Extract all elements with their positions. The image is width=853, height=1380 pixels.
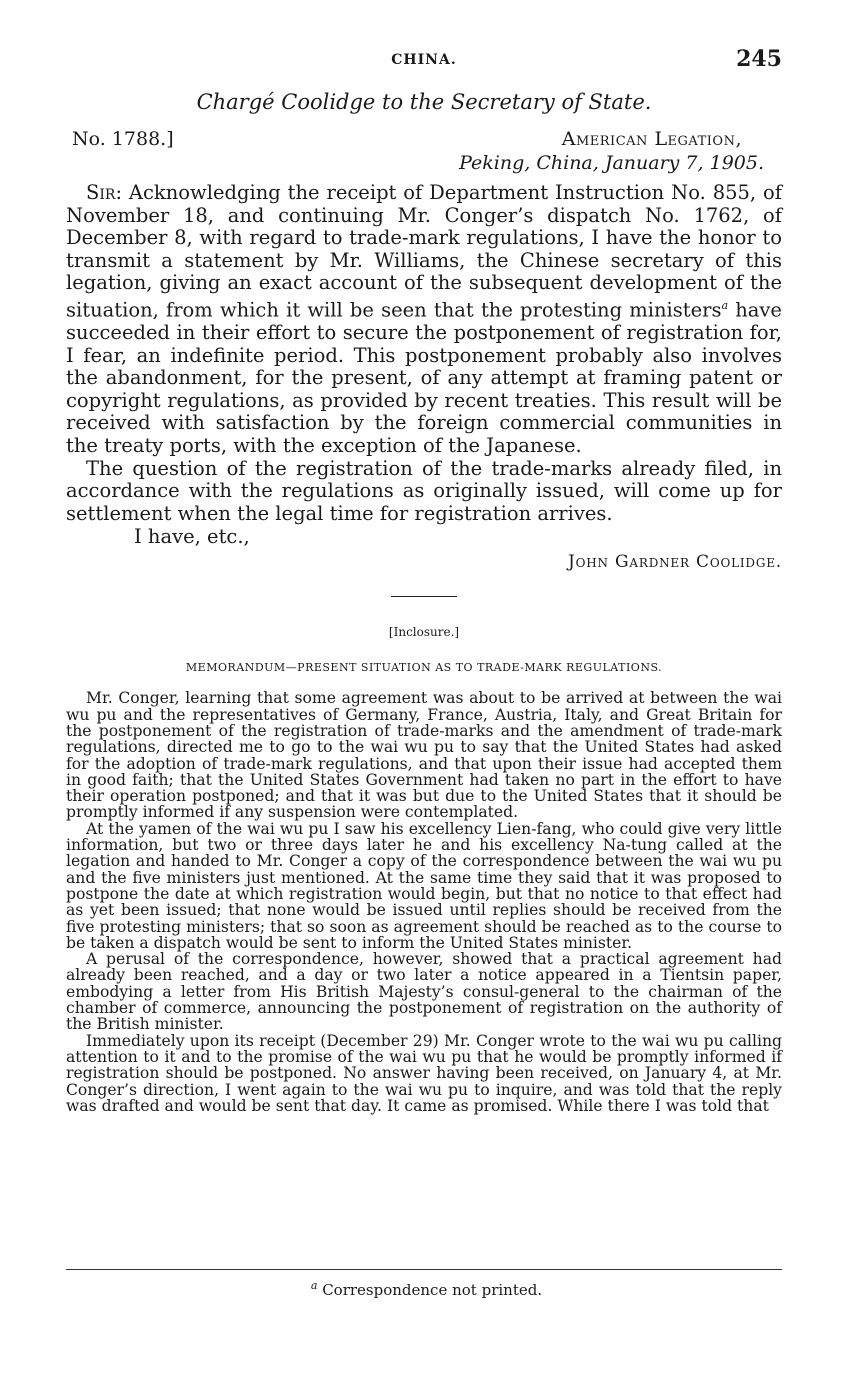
page	[66, 44, 782, 1114]
footnote-marker: a	[310, 1279, 318, 1292]
address-block	[66, 128, 782, 178]
running-head	[66, 44, 782, 78]
letter-text: : Acknowledging the receipt of Department Instruction No. 855, of November 18, and continuing Mr. Conger’s dispatch No. 1762, of December 8, with regard to trade-mark regulations, I have the honor to transmit a statement by Mr. Williams, the Chinese secretary of this legation, giving an exact account of the subsequent development of the situation, from which it will be seen that the protesting ministers	[66, 181, 782, 322]
place-date: Peking, China, January 7, 1905.	[459, 152, 764, 174]
salutation: Sir	[86, 181, 116, 204]
footnote-text: Correspondence not printed.	[317, 1281, 543, 1299]
letter-paragraph	[66, 182, 782, 458]
memo-paragraph: Mr. Conger, learning that some agreement was about to be arrived at between the wai wu pu and the representatives of Germany, France, Austria, Italy, and Great Britain for the postponement of the registration of trade-marks and the amendment of trade-mark regulations, directed me to go to the wai wu pu to say that the United States had asked for the adoption of trade-mark regulations, and that upon their issue had accepted them in good faith; that the United States Government had taken no part in the effort to have their operation postponed; and that it was but due to the United States that it should be promptly informed if any suspension were contemplated.	[66, 689, 782, 822]
closing: I have, etc.,	[134, 525, 250, 549]
letter-paragraph: The question of the registration of the trade-marks already filed, in accordance with the regulations as originally issued, will come up for settlement when the legal time for registration arrives.	[66, 456, 782, 525]
letter-heading: Chargé Coolidge to the Secretary of State.	[196, 90, 652, 114]
footnote-marker: a	[721, 298, 729, 312]
letter-text: have succeeded in their effort to secure the postponement of registration for, I fear, an indefinite period. This postponement probably also involves the abandonment, for the present, of any attempt at framing patent or copyright regulations, as provided by recent treaties. This result will be received with satisfaction by the foreign commercial communities in the treaty ports, with the exception of the Japanese.	[66, 298, 782, 458]
memo-paragraph: A perusal of the correspondence, however, showed that a practical agreement had already been reached, and a day or two later a notice appeared in a Tientsin paper, embodying a letter from His British Majesty’s consul-general to the chairman of the chamber of commerce, announcing the postponement of registration on the authority of the British minister.	[66, 950, 782, 1034]
section-divider	[391, 596, 457, 597]
running-title: CHINA.	[391, 52, 457, 68]
page-number: 245	[736, 46, 782, 72]
letter-body	[66, 182, 782, 525]
memo-paragraph: At the yamen of the wai wu pu I saw his excellency Lien-fang, who could give very little information, but two or three days later he and his excellency Na-tung called at the legation and handed to Mr. Conger a copy of the correspondence between the wai wu pu and the five ministers just mentioned. At the same time they said that it was proposed to postpone the date at which registration would begin, but that no notice to that effect had as yet been issued; that none would be issued until replies should be received from the five protesting ministers; that so soon as agreement should be reached as to the course to be taken a dispatch would be sent to inform the United States minister.	[66, 819, 782, 952]
memo-paragraph: Immediately upon its receipt (December 29) Mr. Conger wrote to the wai wu pu calling attention to it and to the promise of the wai wu pu that he would be promptly informed if registration should be postponed. No answer having been received, on January 4, at Mr. Conger’s direction, I went again to the wai wu pu to inquire, and was told that the reply was drafted and would be sent that day. It came as promised. While there I was told that	[66, 1031, 782, 1115]
legation-name: American Legation,	[561, 128, 742, 150]
inclosure-label: [Inclosure.]	[388, 625, 460, 640]
memo-body	[66, 690, 782, 1114]
signature: John Gardner Coolidge.	[568, 552, 782, 573]
footnote	[0, 1279, 853, 1299]
memo-title: MEMORANDUM—PRESENT SITUATION AS TO TRADE-MARK REGULATIONS.	[185, 661, 663, 675]
footnote-divider	[66, 1269, 782, 1270]
dispatch-number: No. 1788.]	[72, 128, 174, 150]
